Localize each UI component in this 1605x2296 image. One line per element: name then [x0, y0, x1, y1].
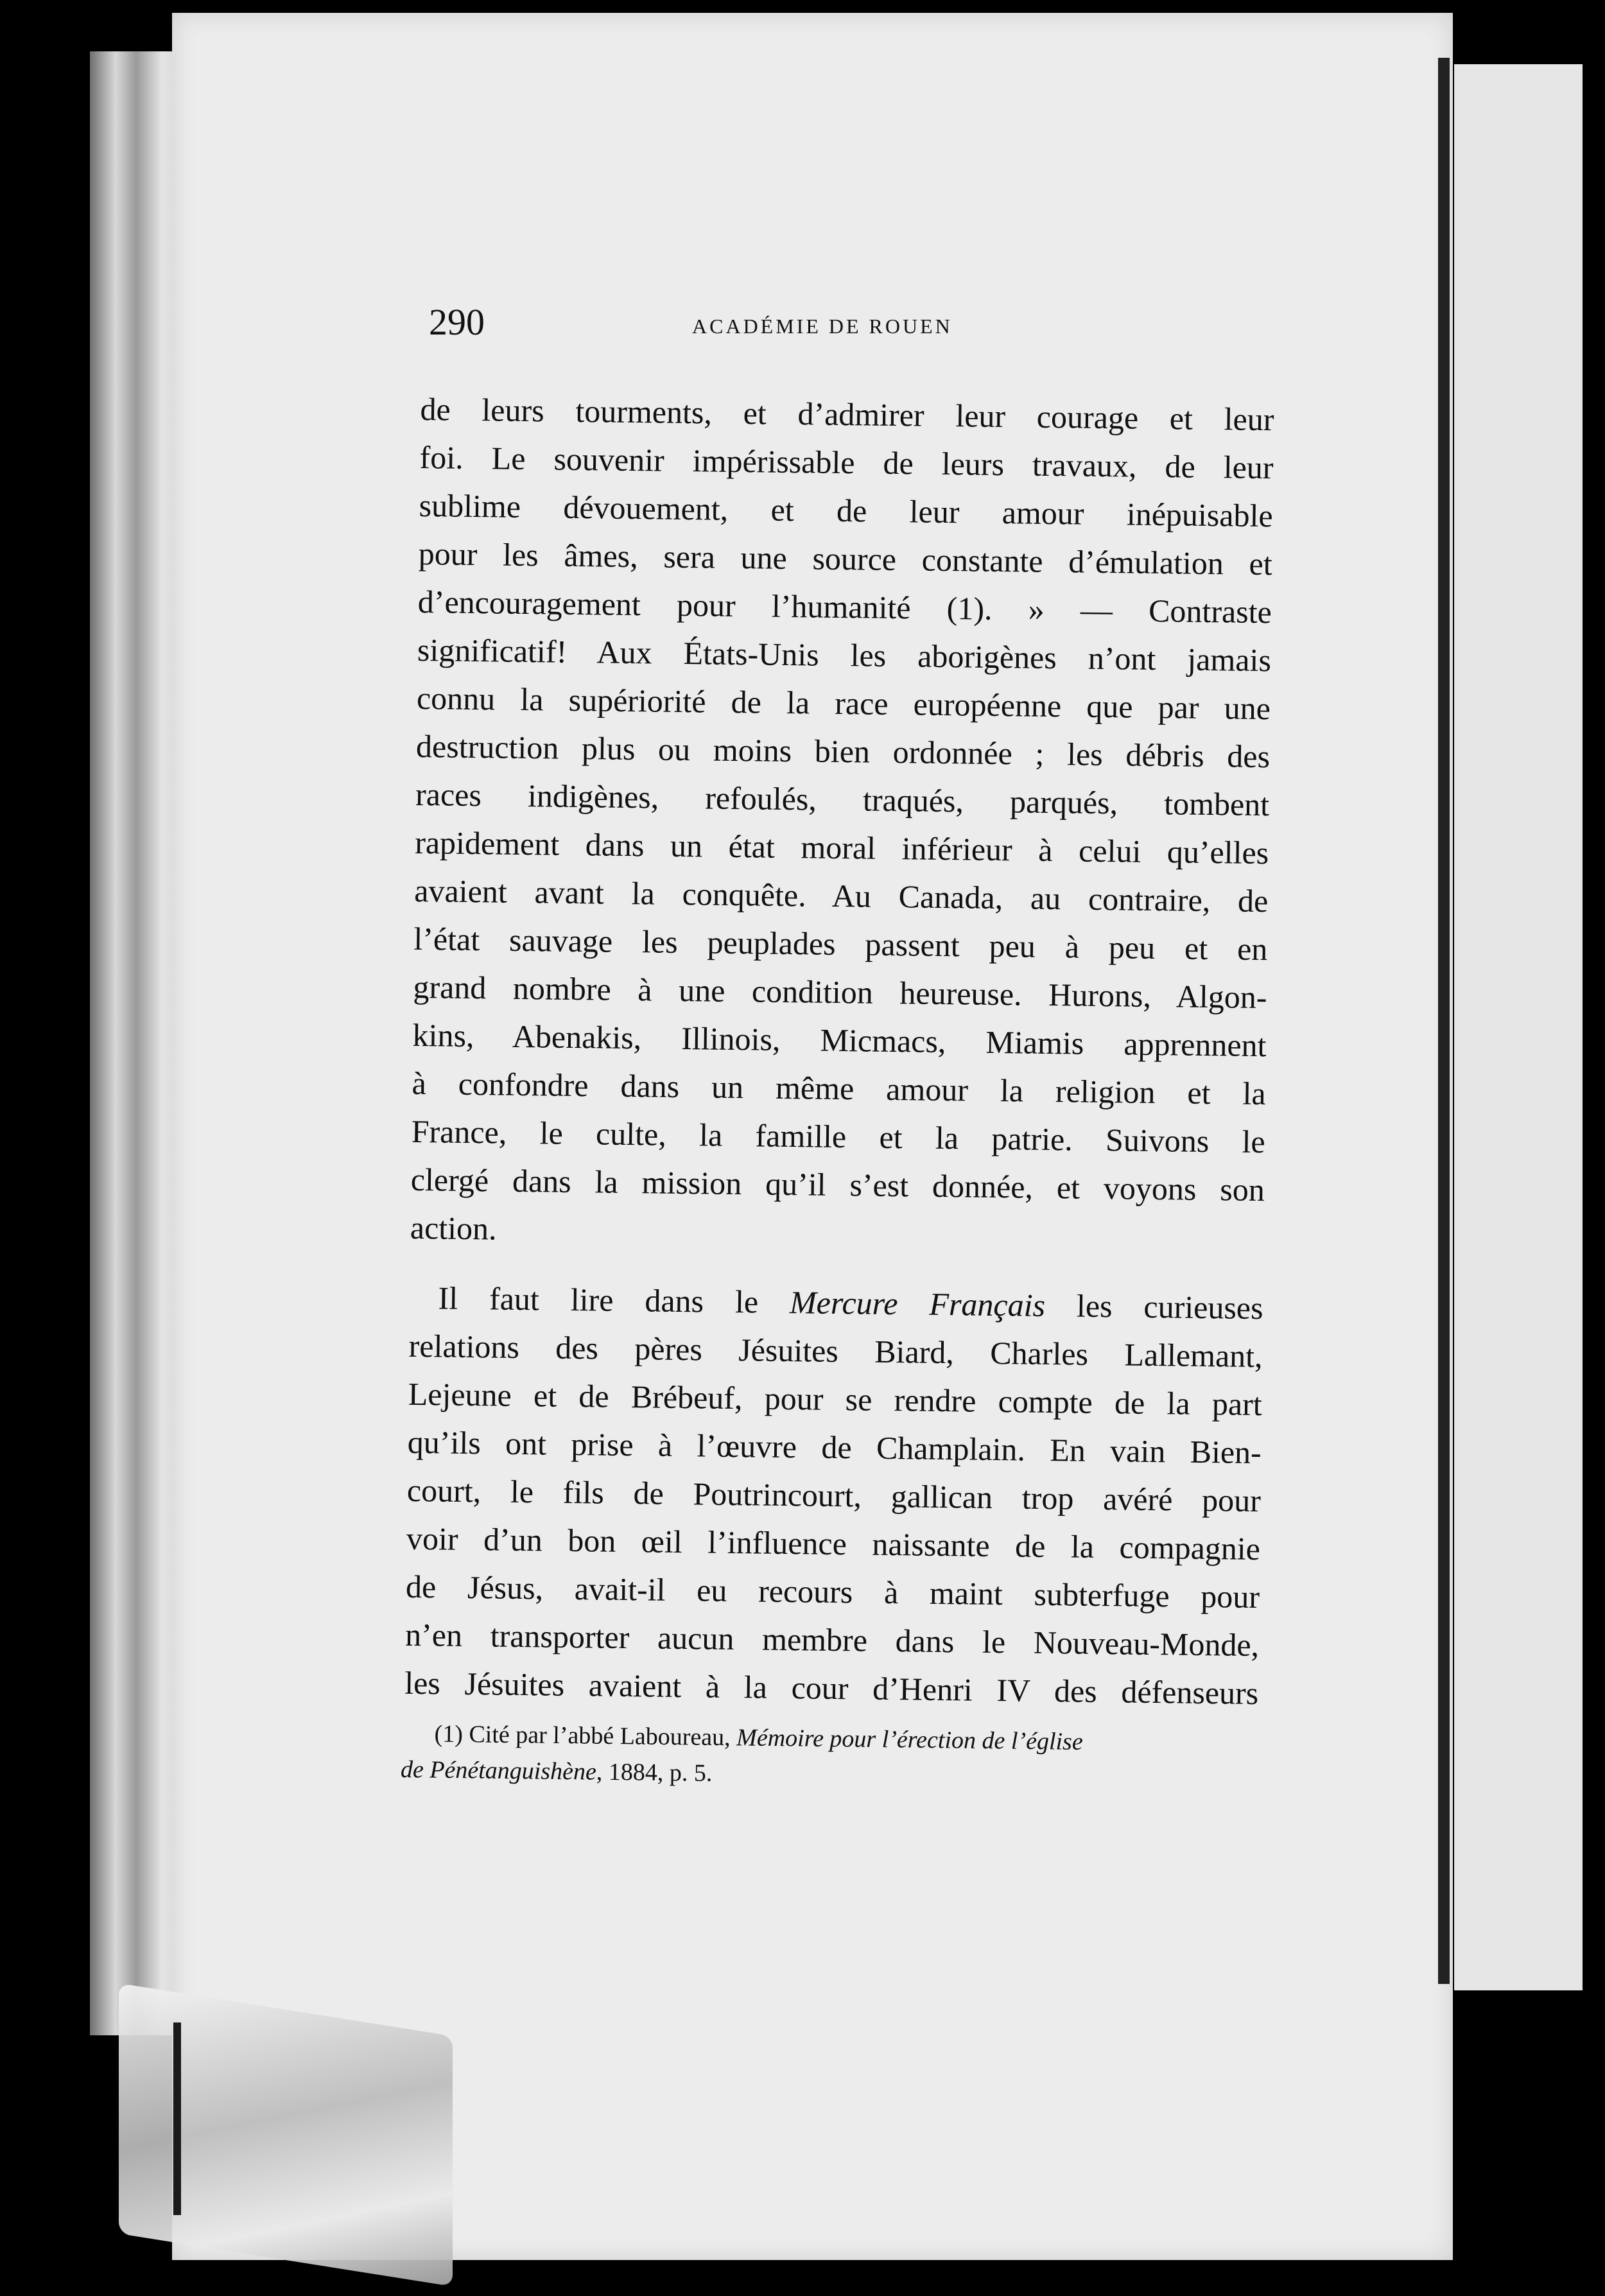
text-line: races indigènes, refoulés, traqués, parqués, tombent — [415, 776, 1270, 823]
text-line: rapidement dans un état moral inférieur à celui qu’elles — [414, 824, 1269, 871]
text-line: n’en transporter aucun membre dans le Nouveau-Monde, — [404, 1616, 1260, 1664]
footnote — [401, 1716, 1229, 1798]
text-line: foi. Le souvenir impérissable de leurs travaux, de leur — [419, 439, 1274, 486]
text-line: avaient avant la conquête. Au Canada, au contraire, de — [414, 872, 1269, 919]
text-line: qu’ils ont prise à l’œuvre de Champlain. En vain Bien- — [407, 1423, 1262, 1471]
text-line: voir d’un bon œil l’influence naissante de la compagnie — [406, 1520, 1261, 1567]
page-header — [429, 300, 1263, 352]
curled-page-corner — [119, 1983, 453, 2286]
text-line: d’encouragement pour l’humanité (1). » — Contraste — [417, 583, 1272, 631]
italic-title: Mémoire pour l’érection de l’église — [736, 1724, 1083, 1755]
text-run: les curieuses — [1045, 1287, 1263, 1326]
text-line: court, le fils de Poutrincourt, gallican trop avéré pour — [406, 1472, 1262, 1519]
text-line: sublime dévouement, et de leur amour inépuisable — [419, 487, 1273, 534]
italic-place: de Pénétanguishène — [400, 1755, 597, 1786]
text-line: de Jésus, avait-il eu recours à maint subterfuge pour — [405, 1568, 1260, 1615]
text-line: France, le culte, la famille et la patrie. Suivons le — [411, 1113, 1266, 1160]
text-line: de leurs tourments, et d’admirer leur courage et leur — [420, 390, 1274, 438]
text-line: pour les âmes, sera une source constante d’émulation et — [418, 535, 1273, 582]
facing-page-edge — [1454, 64, 1583, 1990]
text-run: , 1884, p. 5. — [596, 1758, 713, 1787]
text-run: Il faut lire dans le — [438, 1280, 790, 1321]
running-title: ACADÉMIE DE ROUEN — [692, 315, 953, 338]
page-gutter — [1438, 58, 1450, 1984]
text-line: kins, Abenakis, Illinois, Micmacs, Miamis apprennent — [412, 1016, 1267, 1064]
page-number: 290 — [429, 301, 485, 343]
scan-artifact — [173, 2022, 181, 2215]
footnote-marker: (1) — [434, 1720, 464, 1748]
text-line: relations des pères Jésuites Biard, Charles Lallemant, — [408, 1327, 1263, 1375]
text-run: Cité par l’abbé Laboureau, — [462, 1721, 737, 1752]
text-line: les Jésuites avaient à la cour d’Henri IV des défenseurs — [404, 1664, 1259, 1712]
text-line: l’état sauvage les peuplades passent peu à peu et en — [413, 920, 1268, 968]
text-line: significatif! Aux États-Unis les aborigènes n’ont jamais — [417, 631, 1272, 679]
text-line: Lejeune et de Brébeuf, pour se rendre compte de la part — [408, 1375, 1263, 1423]
italic-title: Mercure Français — [789, 1284, 1046, 1323]
body-text — [404, 385, 1274, 1718]
text-line: connu la supériorité de la race européenne que par une — [416, 679, 1271, 727]
text-line: clergé dans la mission qu’il s’est donnée, et voyons son — [410, 1161, 1265, 1208]
text-line: grand nombre à une condition heureuse. Hurons, Algon- — [413, 968, 1267, 1016]
text-line: action. — [410, 1209, 497, 1247]
text-line: à confondre dans un même amour la religion et la — [412, 1065, 1266, 1112]
text-line: destruction plus ou moins bien ordonnée ; les débris des — [415, 727, 1271, 775]
